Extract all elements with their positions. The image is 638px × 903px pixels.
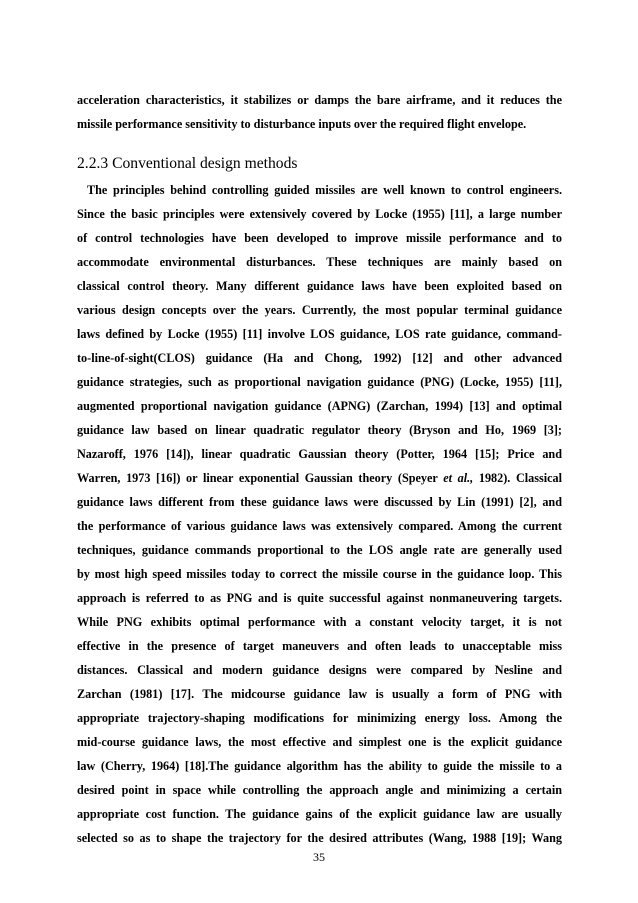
text-line: to-line-of-sight(CLOS) guidance (Ha and Chong, 1992) [12] and other advanced	[77, 351, 562, 365]
text-line: augmented proportional navigation guidance (APNG) (Zarchan, 1994) [13] and optimal	[77, 399, 562, 413]
text-line: While PNG exhibits optimal performance with a constant velocity target, it is not	[77, 615, 562, 629]
text-line: of control technologies have been developed to improve missile performance and to	[77, 231, 562, 245]
text-line: various design concepts over the years. Currently, the most popular terminal guidance	[77, 303, 562, 317]
text-line: effective in the presence of target maneuvers and often leads to unacceptable miss	[77, 639, 562, 653]
section-title: Conventional design methods	[112, 155, 298, 172]
text-line: guidance laws different from these guidance laws were discussed by Lin (1991) [2], and	[77, 495, 562, 509]
text-line: missile performance sensitivity to disturbance inputs over the required flight envelope.	[77, 117, 527, 131]
text-line: appropriate trajectory-shaping modifications for minimizing energy loss. Among the	[77, 711, 562, 725]
text-line: appropriate cost function. The guidance gains of the explicit guidance law are usually	[77, 807, 562, 821]
text-line: classical control theory. Many different guidance laws have been exploited based on	[77, 279, 562, 293]
text-line: techniques, guidance commands proportional to the LOS angle rate are generally used	[77, 543, 562, 557]
text-line: Nazaroff, 1976 [14]), linear quadratic Gaussian theory (Potter, 1964 [15]; Price and	[77, 447, 562, 461]
text-line: Warren, 1973 [16]) or linear exponential Gaussian theory (Speyer et al., 1982). Classical	[77, 471, 562, 485]
text-line: guidance strategies, such as proportional navigation guidance (PNG) (Locke, 1955) [11],	[77, 375, 562, 389]
text-line: desired point in space while controlling the approach angle and minimizing a certain	[77, 783, 562, 797]
text-line: approach is referred to as PNG and is quite successful against nonmaneuvering targets.	[77, 591, 562, 605]
text-line: distances. Classical and modern guidance designs were compared by Nesline and	[77, 663, 562, 677]
text-line: the performance of various guidance laws was extensively compared. Among the current	[77, 519, 562, 533]
text-line: Since the basic principles were extensively covered by Locke (1955) [11], a large number	[77, 207, 562, 221]
body-paragraph	[77, 178, 562, 850]
page-number: 35	[313, 850, 325, 864]
text-line: acceleration characteristics, it stabilizes or damps the bare airframe, and it reduces the	[77, 93, 562, 107]
text-line: mid-course guidance laws, the most effective and simplest one is the explicit guidance	[77, 735, 562, 749]
text-line: selected so as to shape the trajectory for the desired attributes (Wang, 1988 [19]; Wang	[77, 831, 562, 845]
text-line: by most high speed missiles today to correct the missile course in the guidance loop. This	[77, 567, 562, 581]
text-line: The principles behind controlling guided missiles are well known to control engineers.	[87, 183, 562, 197]
text-line: laws defined by Locke (1955) [11] involve LOS guidance, LOS rate guidance, command-	[77, 327, 562, 341]
text-line: accommodate environmental disturbances. These techniques are mainly based on	[77, 255, 562, 269]
text-line: law (Cherry, 1964) [18].The guidance algorithm has the ability to guide the missile to a	[77, 759, 562, 773]
section-number: 2.2.3	[77, 155, 109, 172]
intro-paragraph	[77, 88, 562, 136]
section-heading	[77, 154, 297, 174]
text-line: Zarchan (1981) [17]. The midcourse guidance law is usually a form of PNG with	[77, 687, 562, 701]
text-line: guidance law based on linear quadratic regulator theory (Bryson and Ho, 1969 [3];	[77, 423, 562, 437]
